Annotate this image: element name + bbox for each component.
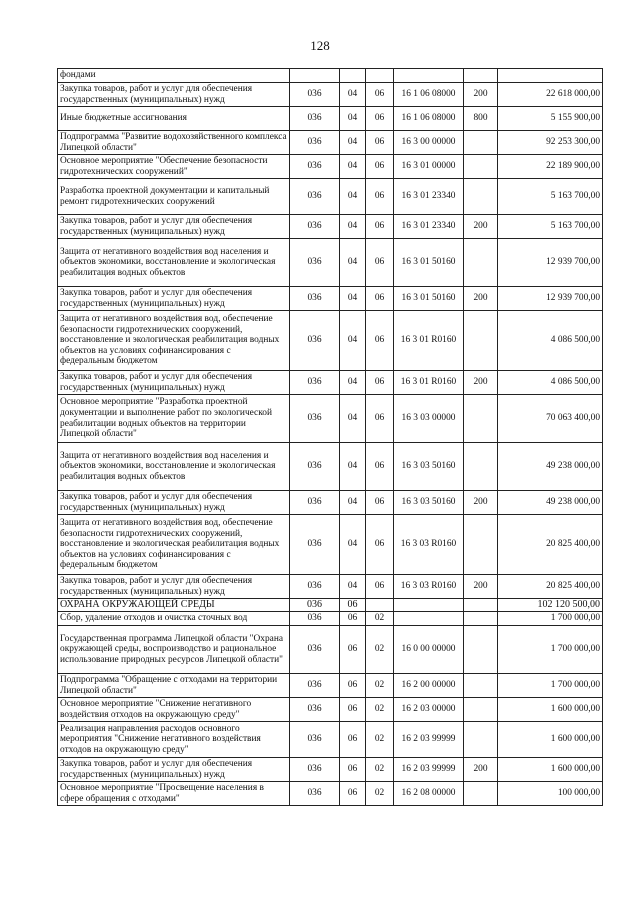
section-code: 04 <box>340 395 366 443</box>
ministry-code: 036 <box>290 575 340 599</box>
target-code: 16 3 03 50160 <box>394 491 464 515</box>
table-row <box>58 491 603 515</box>
ministry-code: 036 <box>290 626 340 674</box>
section-code: 06 <box>340 698 366 722</box>
section-code: 04 <box>340 179 366 215</box>
section-code: 04 <box>340 371 366 395</box>
section-code: 06 <box>340 782 366 806</box>
section-code: 04 <box>340 443 366 491</box>
row-name: Закупка товаров, работ и услуг для обеспечения государственных (муниципальных) нужд <box>58 491 290 515</box>
row-name: Защита от негативного воздействия вод, обеспечение безопасности гидротехнических сооружений, восстановление и экологическая реабилитация водных объектов на условиях софинансирования с федеральным бюджетом <box>58 311 290 371</box>
row-name: Защита от негативного воздействия вод населения и объектов экономики, восстановление и экологическая реабилитация водных объектов <box>58 239 290 287</box>
target-code: 16 1 06 08000 <box>394 83 464 107</box>
amount-value: 22 618 000,00 <box>498 83 603 107</box>
row-name: Основное мероприятие "Разработка проектной документации и выполнение работ по экологической реабилитации водных объектов на территории Липецкой области" <box>58 395 290 443</box>
row-name: Подпрограмма "Развитие водохозяйственного комплекса Липецкой области" <box>58 131 290 155</box>
amount-value: 1 700 000,00 <box>498 612 603 626</box>
amount-value: 1 600 000,00 <box>498 722 603 758</box>
target-code: 16 2 03 99999 <box>394 722 464 758</box>
ministry-code: 036 <box>290 371 340 395</box>
table-row <box>58 443 603 491</box>
expense-type-code <box>464 674 498 698</box>
section-code <box>340 69 366 83</box>
section-code: 04 <box>340 575 366 599</box>
subsection-code: 06 <box>366 107 394 131</box>
table-row <box>58 215 603 239</box>
ministry-code: 036 <box>290 311 340 371</box>
amount-value: 12 939 700,00 <box>498 287 603 311</box>
expense-type-code <box>464 782 498 806</box>
ministry-code <box>290 69 340 83</box>
row-name: Защита от негативного воздействия вод населения и объектов экономики, восстановление и экологическая реабилитация водных объектов <box>58 443 290 491</box>
section-code: 06 <box>340 599 366 612</box>
ministry-code: 036 <box>290 491 340 515</box>
expense-type-code <box>464 722 498 758</box>
row-name: Разработка проектной документации и капитальный ремонт гидротехнических сооружений <box>58 179 290 215</box>
subsection-code: 02 <box>366 698 394 722</box>
subsection-code: 06 <box>366 491 394 515</box>
expense-type-code <box>464 179 498 215</box>
table-row <box>58 155 603 179</box>
subsection-code: 02 <box>366 782 394 806</box>
expense-type-code <box>464 311 498 371</box>
target-code: 16 2 00 00000 <box>394 674 464 698</box>
subsection-code: 06 <box>366 575 394 599</box>
target-code: 16 2 03 99999 <box>394 758 464 782</box>
subsection-code <box>366 69 394 83</box>
table-row <box>58 371 603 395</box>
row-name: Государственная программа Липецкой области "Охрана окружающей среды, воспроизводство и рациональное использование природных ресурсов Липецкой области" <box>58 626 290 674</box>
target-code: 16 3 03 00000 <box>394 395 464 443</box>
section-code: 04 <box>340 239 366 287</box>
target-code: 16 3 03 50160 <box>394 443 464 491</box>
row-name: Закупка товаров, работ и услуг для обеспечения государственных (муниципальных) нужд <box>58 215 290 239</box>
row-name: фондами <box>58 69 290 83</box>
ministry-code: 036 <box>290 443 340 491</box>
table-row <box>58 612 603 626</box>
expense-type-code: 200 <box>464 575 498 599</box>
amount-value: 20 825 400,00 <box>498 515 603 575</box>
row-name: Иные бюджетные ассигнования <box>58 107 290 131</box>
amount-value: 1 600 000,00 <box>498 698 603 722</box>
amount-value: 100 000,00 <box>498 782 603 806</box>
ministry-code: 036 <box>290 179 340 215</box>
subsection-code: 06 <box>366 83 394 107</box>
amount-value: 49 238 000,00 <box>498 491 603 515</box>
expense-type-code <box>464 131 498 155</box>
ministry-code: 036 <box>290 722 340 758</box>
subsection-code: 06 <box>366 239 394 287</box>
budget-table <box>57 68 603 806</box>
expense-type-code <box>464 239 498 287</box>
amount-value: 70 063 400,00 <box>498 395 603 443</box>
target-code: 16 0 00 00000 <box>394 626 464 674</box>
table-row <box>58 395 603 443</box>
table-row <box>58 239 603 287</box>
target-code: 16 2 08 00000 <box>394 782 464 806</box>
amount-value: 20 825 400,00 <box>498 575 603 599</box>
row-name: Основное мероприятие "Обеспечение безопасности гидротехнических сооружений" <box>58 155 290 179</box>
row-name: Реализация направления расходов основного мероприятия "Снижение негативного воздействия отходов на окружающую среду" <box>58 722 290 758</box>
amount-value: 1 700 000,00 <box>498 626 603 674</box>
target-code <box>394 612 464 626</box>
target-code: 16 3 01 00000 <box>394 155 464 179</box>
table-row <box>58 311 603 371</box>
ministry-code: 036 <box>290 782 340 806</box>
amount-value <box>498 69 603 83</box>
target-code: 16 3 00 00000 <box>394 131 464 155</box>
table-row <box>58 599 603 612</box>
page-number: 128 <box>310 38 330 53</box>
subsection-code: 02 <box>366 722 394 758</box>
ministry-code: 036 <box>290 155 340 179</box>
amount-value: 1 700 000,00 <box>498 674 603 698</box>
section-code: 04 <box>340 83 366 107</box>
target-code: 16 2 03 00000 <box>394 698 464 722</box>
row-name: Основное мероприятие "Просвещение населения в сфере обращения с отходами" <box>58 782 290 806</box>
ministry-code: 036 <box>290 215 340 239</box>
amount-value: 12 939 700,00 <box>498 239 603 287</box>
target-code: 16 3 01 R0160 <box>394 311 464 371</box>
section-code: 04 <box>340 107 366 131</box>
expense-type-code: 200 <box>464 758 498 782</box>
ministry-code: 036 <box>290 599 340 612</box>
subsection-code: 06 <box>366 395 394 443</box>
row-name: Подпрограмма "Обращение с отходами на территории Липецкой области" <box>58 674 290 698</box>
table-row <box>58 626 603 674</box>
expense-type-code <box>464 599 498 612</box>
section-code: 06 <box>340 722 366 758</box>
ministry-code: 036 <box>290 515 340 575</box>
expense-type-code: 200 <box>464 287 498 311</box>
expense-type-code <box>464 155 498 179</box>
table-row <box>58 107 603 131</box>
row-name: Закупка товаров, работ и услуг для обеспечения государственных (муниципальных) нужд <box>58 83 290 107</box>
expense-type-code <box>464 698 498 722</box>
row-name: Закупка товаров, работ и услуг для обеспечения государственных (муниципальных) нужд <box>58 287 290 311</box>
ministry-code: 036 <box>290 287 340 311</box>
table-row <box>58 83 603 107</box>
subsection-code: 06 <box>366 131 394 155</box>
subsection-code: 06 <box>366 515 394 575</box>
subsection-code: 02 <box>366 626 394 674</box>
ministry-code: 036 <box>290 107 340 131</box>
ministry-code: 036 <box>290 131 340 155</box>
table-row <box>58 179 603 215</box>
section-code: 04 <box>340 515 366 575</box>
row-name: ОХРАНА ОКРУЖАЮЩЕЙ СРЕДЫ <box>58 599 290 612</box>
expense-type-code <box>464 612 498 626</box>
row-name: Закупка товаров, работ и услуг для обеспечения государственных (муниципальных) нужд <box>58 575 290 599</box>
target-code: 16 3 01 50160 <box>394 287 464 311</box>
expense-type-code: 800 <box>464 107 498 131</box>
table-row <box>58 287 603 311</box>
row-name: Закупка товаров, работ и услуг для обеспечения государственных (муниципальных) нужд <box>58 371 290 395</box>
target-code: 16 1 06 08000 <box>394 107 464 131</box>
target-code: 16 3 03 R0160 <box>394 575 464 599</box>
subsection-code: 06 <box>366 215 394 239</box>
expense-type-code: 200 <box>464 371 498 395</box>
amount-value: 1 600 000,00 <box>498 758 603 782</box>
section-code: 06 <box>340 612 366 626</box>
table-row <box>58 698 603 722</box>
ministry-code: 036 <box>290 758 340 782</box>
expense-type-code: 200 <box>464 215 498 239</box>
target-code: 16 3 03 R0160 <box>394 515 464 575</box>
amount-value: 49 238 000,00 <box>498 443 603 491</box>
subsection-code: 06 <box>366 179 394 215</box>
amount-value: 92 253 300,00 <box>498 131 603 155</box>
target-code <box>394 599 464 612</box>
section-code: 06 <box>340 758 366 782</box>
subsection-code: 02 <box>366 674 394 698</box>
amount-value: 102 120 500,00 <box>498 599 603 612</box>
expense-type-code: 200 <box>464 83 498 107</box>
target-code <box>394 69 464 83</box>
subsection-code <box>366 599 394 612</box>
row-name: Сбор, удаление отходов и очистка сточных вод <box>58 612 290 626</box>
ministry-code: 036 <box>290 698 340 722</box>
amount-value: 5 163 700,00 <box>498 179 603 215</box>
subsection-code: 06 <box>366 371 394 395</box>
table-row <box>58 131 603 155</box>
target-code: 16 3 01 23340 <box>394 179 464 215</box>
subsection-code: 06 <box>366 155 394 179</box>
section-code: 04 <box>340 491 366 515</box>
table-row <box>58 674 603 698</box>
ministry-code: 036 <box>290 239 340 287</box>
row-name: Защита от негативного воздействия вод, обеспечение безопасности гидротехнических сооружений, восстановление и экологическая реабилитация водных объектов на условиях софинансирования с федеральным бюджетом <box>58 515 290 575</box>
section-code: 04 <box>340 155 366 179</box>
expense-type-code <box>464 395 498 443</box>
expense-type-code <box>464 69 498 83</box>
subsection-code: 02 <box>366 612 394 626</box>
table-row <box>58 575 603 599</box>
table-row <box>58 515 603 575</box>
table-row <box>58 69 603 83</box>
expense-type-code <box>464 515 498 575</box>
expense-type-code <box>464 443 498 491</box>
table-body <box>58 69 603 806</box>
target-code: 16 3 01 50160 <box>394 239 464 287</box>
ministry-code: 036 <box>290 612 340 626</box>
ministry-code: 036 <box>290 674 340 698</box>
subsection-code: 06 <box>366 287 394 311</box>
table-row <box>58 758 603 782</box>
section-code: 04 <box>340 215 366 239</box>
amount-value: 5 155 900,00 <box>498 107 603 131</box>
target-code: 16 3 01 R0160 <box>394 371 464 395</box>
section-code: 04 <box>340 131 366 155</box>
row-name: Основное мероприятие "Снижение негативного воздействия отходов на окружающую среду" <box>58 698 290 722</box>
ministry-code: 036 <box>290 83 340 107</box>
subsection-code: 02 <box>366 758 394 782</box>
row-name: Закупка товаров, работ и услуг для обеспечения государственных (муниципальных) нужд <box>58 758 290 782</box>
expense-type-code: 200 <box>464 491 498 515</box>
table-row <box>58 722 603 758</box>
subsection-code: 06 <box>366 311 394 371</box>
section-code: 06 <box>340 626 366 674</box>
subsection-code: 06 <box>366 443 394 491</box>
amount-value: 4 086 500,00 <box>498 311 603 371</box>
section-code: 04 <box>340 287 366 311</box>
target-code: 16 3 01 23340 <box>394 215 464 239</box>
section-code: 06 <box>340 674 366 698</box>
expense-type-code <box>464 626 498 674</box>
ministry-code: 036 <box>290 395 340 443</box>
amount-value: 4 086 500,00 <box>498 371 603 395</box>
amount-value: 22 189 900,00 <box>498 155 603 179</box>
section-code: 04 <box>340 311 366 371</box>
amount-value: 5 163 700,00 <box>498 215 603 239</box>
table-row <box>58 782 603 806</box>
